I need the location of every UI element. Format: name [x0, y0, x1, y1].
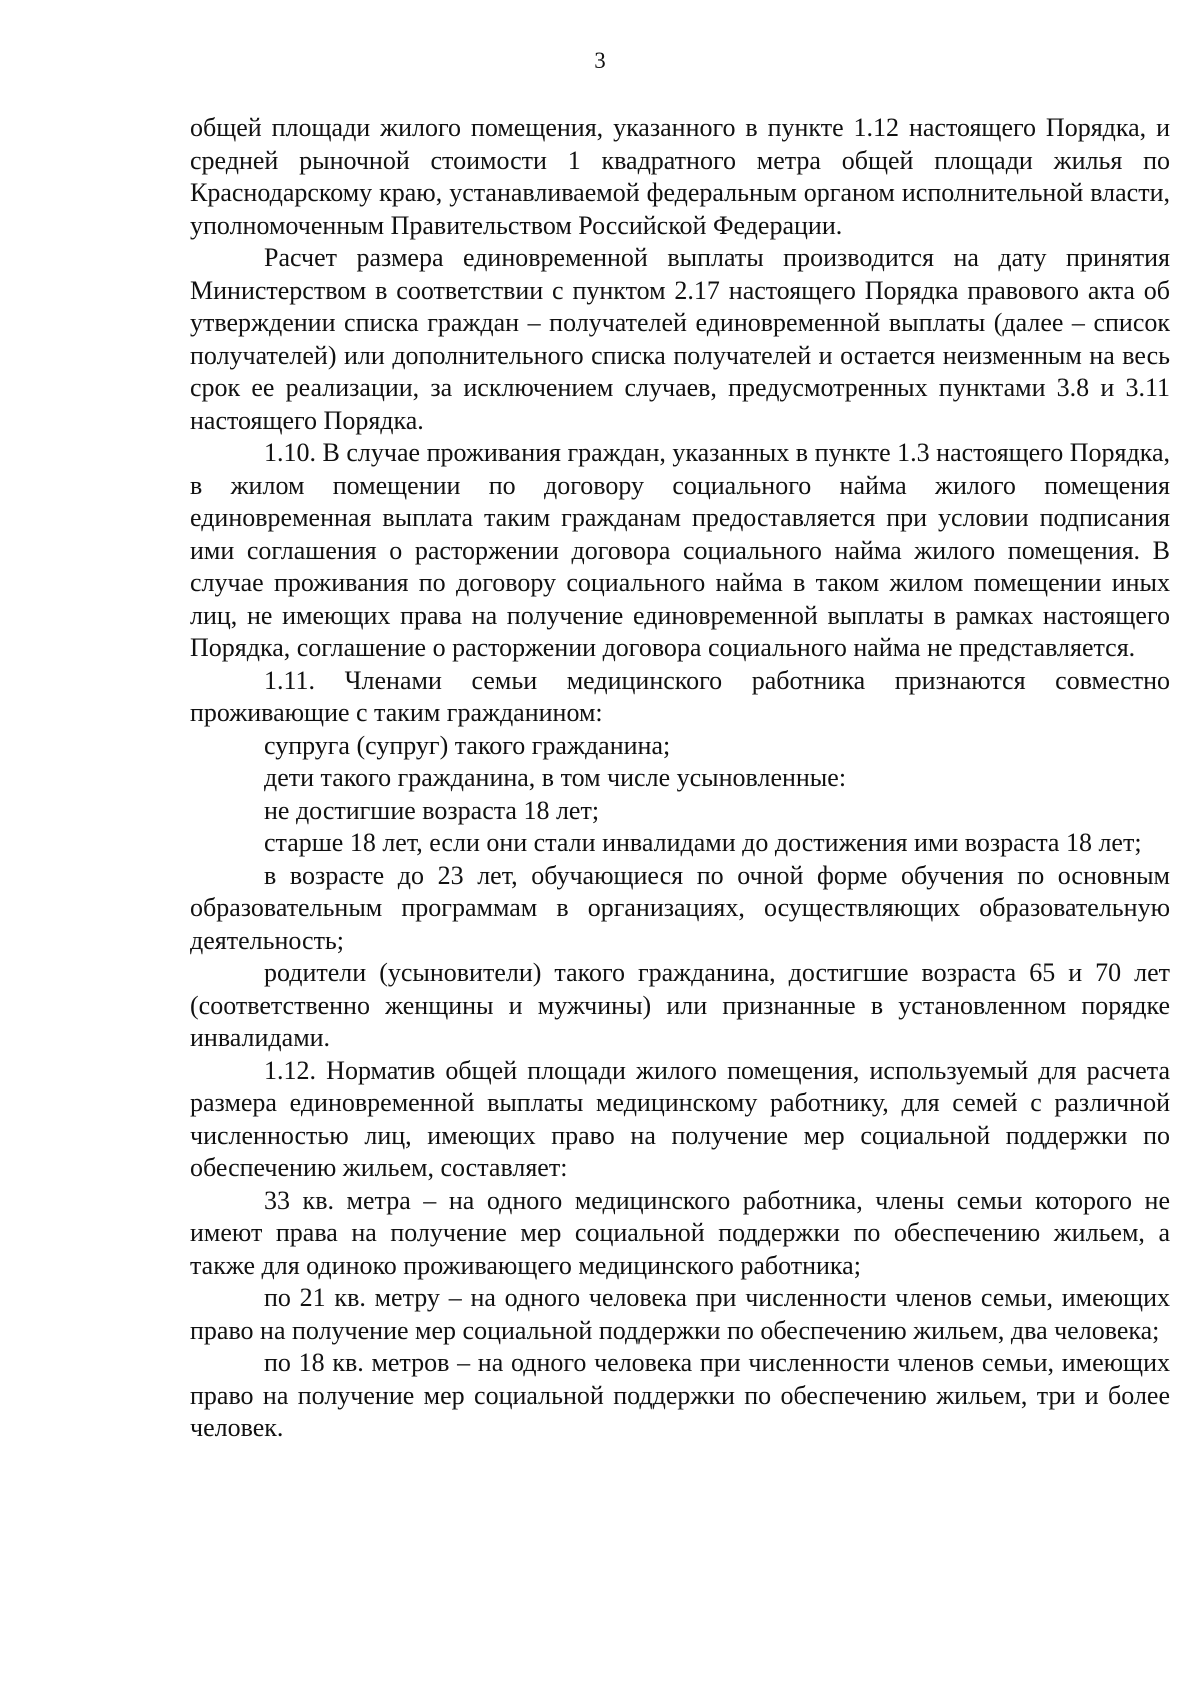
paragraph-continuation: общей площади жилого помещения, указанного в пункте 1.12 настоящего Порядка, и средней рыночной стоимости 1 квадратного метра общей площади жилья по Краснодарскому краю, устанавливаемой федеральным органом исполнительной власти, уполномоченным Правительством Российской Федерации. — [190, 113, 1170, 240]
paragraph-1-12: 1.12. Норматив общей площади жилого помещения, используемый для расчета размера единовременной выплаты медицинскому работнику, для семей с различной численностью лиц, имеющих право на получение мер социальной поддержки по обеспечению жильем, составляет: — [190, 1055, 1170, 1182]
paragraph-calculation-date: Расчет размера единовременной выплаты производится на дату принятия Министерством в соответствии с пунктом 2.17 настоящего Порядка правового акта об утверждении списка граждан – получателей единовременной выплаты (далее – список получателей) или дополнительного списка получателей и остается неизменным на весь срок ее реализации, за исключением случаев, предусмотренных пунктами 3.8 и 3.11 настоящего Порядка. — [190, 243, 1170, 435]
list-item-students: в возрасте до 23 лет, обучающиеся по очной форме обучения по основным образовательным программам в организациях, осуществляющих образовательную деятельность; — [190, 860, 1170, 955]
paragraph-1-10: 1.10. В случае проживания граждан, указанных в пункте 1.3 настоящего Порядка, в жилом помещении по договору социального найма жилого помещения единовременная выплата таким гражданам предоставляется при условии подписания ими соглашения о расторжении договора социального найма жилого помещения. В случае проживания по договору социального найма в таком жилом помещении иных лиц, не имеющих права на получение единовременной выплаты в рамках настоящего Порядка, соглашение о расторжении договора социального найма не представляется. — [190, 438, 1170, 662]
page-number: 3 — [594, 48, 606, 73]
document-body — [190, 112, 1170, 1445]
list-item-18-sqm: по 18 кв. метров – на одного человека при численности членов семьи, имеющих право на получение мер социальной поддержки по обеспечению жильем, три и более человек. — [190, 1348, 1170, 1442]
list-item-33-sqm: 33 кв. метра – на одного медицинского работника, члены семьи которого не имеют права на получение мер социальной поддержки по обеспечению жильем, а также для одиноко проживающего медицинского работника; — [190, 1185, 1170, 1280]
list-item-under-18: не достигшие возраста 18 лет; — [264, 795, 600, 825]
list-item-over-18-disabled: старше 18 лет, если они стали инвалидами до достижения ими возраста 18 лет; — [264, 828, 1142, 857]
paragraph-1-11: 1.11. Членами семьи медицинского работника признаются совместно проживающие с таким гражданином: — [190, 665, 1170, 727]
list-item-children: дети такого гражданина, в том числе усыновленные: — [264, 763, 847, 792]
list-item-spouse: супруга (супруг) такого гражданина; — [264, 730, 671, 760]
list-item-parents: родители (усыновители) такого гражданина, достигшие возраста 65 и 70 лет (соответственно женщины и мужчины) или признанные в установленном порядке инвалидами. — [190, 958, 1170, 1052]
list-item-21-sqm: по 21 кв. метру – на одного человека при численности членов семьи, имеющих право на получение мер социальной поддержки по обеспечению жильем, два человека; — [190, 1283, 1170, 1345]
